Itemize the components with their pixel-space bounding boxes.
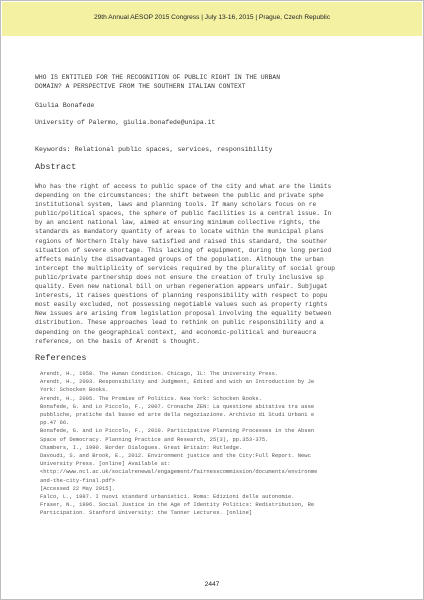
reference-line: York: Schocken Books. [40, 386, 109, 394]
author-name: Giulia Bonafede [35, 102, 95, 109]
reference-line: Space of Democracy. Planning Practice and Research, 25(3), pp.353-375. [40, 435, 269, 443]
abstract-line: regions of Northern Italy have satisfied and raised this standard, the souther [35, 237, 328, 245]
abstract-heading: Abstract [35, 162, 77, 172]
abstract-body [35, 182, 423, 346]
page-number: 2447 [204, 581, 220, 588]
abstract-line: situation of severe shortage. This lacking of equipment, during the long period [35, 246, 332, 254]
reference-line: Participation. Stanford University: the Tanner Lectures. [online] [40, 509, 253, 517]
abstract-line: intercept the multiplicity of services required by the plurality of social group [35, 264, 336, 272]
conference-header: 29th Annual AESOP 2015 Congress | July 13-16, 2015 | Prague, Czech Republic [93, 14, 331, 21]
abstract-line: standards as mandatory quantity of areas to locate within the municipal plans [35, 228, 324, 236]
reference-line: Davoudi, S. and Brook, E., 2012. Environment justice and the City:Full Report. Newc [40, 452, 311, 460]
abstract-line: by an ancient national law, aimed at ensuring minimum collective rights, the [35, 219, 321, 227]
reference-line: Fraser, N., 1996. Social Justice in the Age of Identity Politics: Redistribution, Re [40, 501, 315, 509]
reference-line: pubbliche, pratiche dal basso ed arte della negoziazione. Archivio di Studi Urbani e [40, 411, 315, 419]
reference-line: and-the-city-final.pdf> [40, 476, 116, 484]
reference-line: University Press. [online] Available at: [40, 460, 171, 468]
paper-title-line-2: DOMAIN? A PERSPECTIVE FROM THE SOUTHERN ITALIAN CONTEXT [35, 83, 246, 90]
paper-title-line-1: WHO IS ENTITLED FOR THE RECOGNITION OF PUBLIC RIGHT IN THE URBAN [35, 74, 281, 81]
abstract-line: depending on the geographical context, and economic-political and bureaucra [35, 328, 317, 336]
abstract-line: public/political spaces, the sphere of public facilities is a central issue. In [35, 210, 332, 218]
reference-line: Arendt, H., 2005. The Promise of Politics. New York: Schocken Books. [40, 394, 262, 402]
reference-line: Bonafede, G. and Lo Piccolo, F., 2010. Participative Planning Processes in the Absen [40, 427, 315, 435]
reference-line: pp.47 66. [40, 419, 70, 427]
abstract-line: institutional system, laws and planning tools. If many scholars focus on re [35, 201, 317, 209]
abstract-line: distribution. These approaches lead to rethink on public responsibility and a [35, 319, 324, 327]
abstract-line: public/private partnership does not ensure the creation of truly inclusive sp [35, 273, 324, 281]
abstract-line: most easily excluded, not possessing negotiable values such as property rights [35, 301, 328, 309]
reference-line: [Accessed 22 May 2015]. [40, 484, 116, 492]
reference-line: Bonafede, G. and Lo Piccolo, F., 2007. Cronache ZEN: La questione abitativa tra asse [40, 402, 315, 410]
abstract-line: quality. Even new national bill on urban regeneration appears unfair. Subjugat [35, 283, 328, 291]
abstract-line: reference, on the basis of Arendt s thought. [35, 337, 201, 345]
abstract-line: interests, it raises questions of planning responsibility with respect to popu [35, 292, 328, 300]
reference-line: <http://www.ncl.ac.uk/socialrenewal/engagement/fairnesscommission/documents/environme [40, 468, 318, 476]
abstract-line: New issues are arising from legislation proposal involving the equality between [35, 310, 332, 318]
reference-line: Arendt, H., 2003. Responsibility and Judgment, Edited and with an Introduction by Je [40, 378, 315, 386]
references-heading: References [35, 353, 87, 363]
abstract-line: Who has the right of access to public space of the city and what are the limits [35, 183, 332, 190]
reference-line: Chambers, I., 1990. Border Dialogues. Great Britain: Rutledge. [40, 443, 243, 451]
author-affiliation: University of Palermo, giulia.bonafede@unipa.it [35, 119, 216, 126]
keywords: Keywords: Relational public spaces, services, responsibility [35, 146, 273, 153]
reference-line: Falco, L., 1987. I nuovi standard urbanistici. Roma: Edizioni delle autonomie. [40, 493, 295, 501]
references-list [40, 370, 423, 518]
abstract-line: affects mainly the disadvantaged groups of the population. Although the urban [35, 255, 324, 263]
reference-line: Arendt, H., 1958. The Human Condition. Chicago, IL: The University Press. [40, 370, 279, 377]
abstract-line: depending on the circumstances: the shift between the public and private sphe [35, 192, 324, 200]
